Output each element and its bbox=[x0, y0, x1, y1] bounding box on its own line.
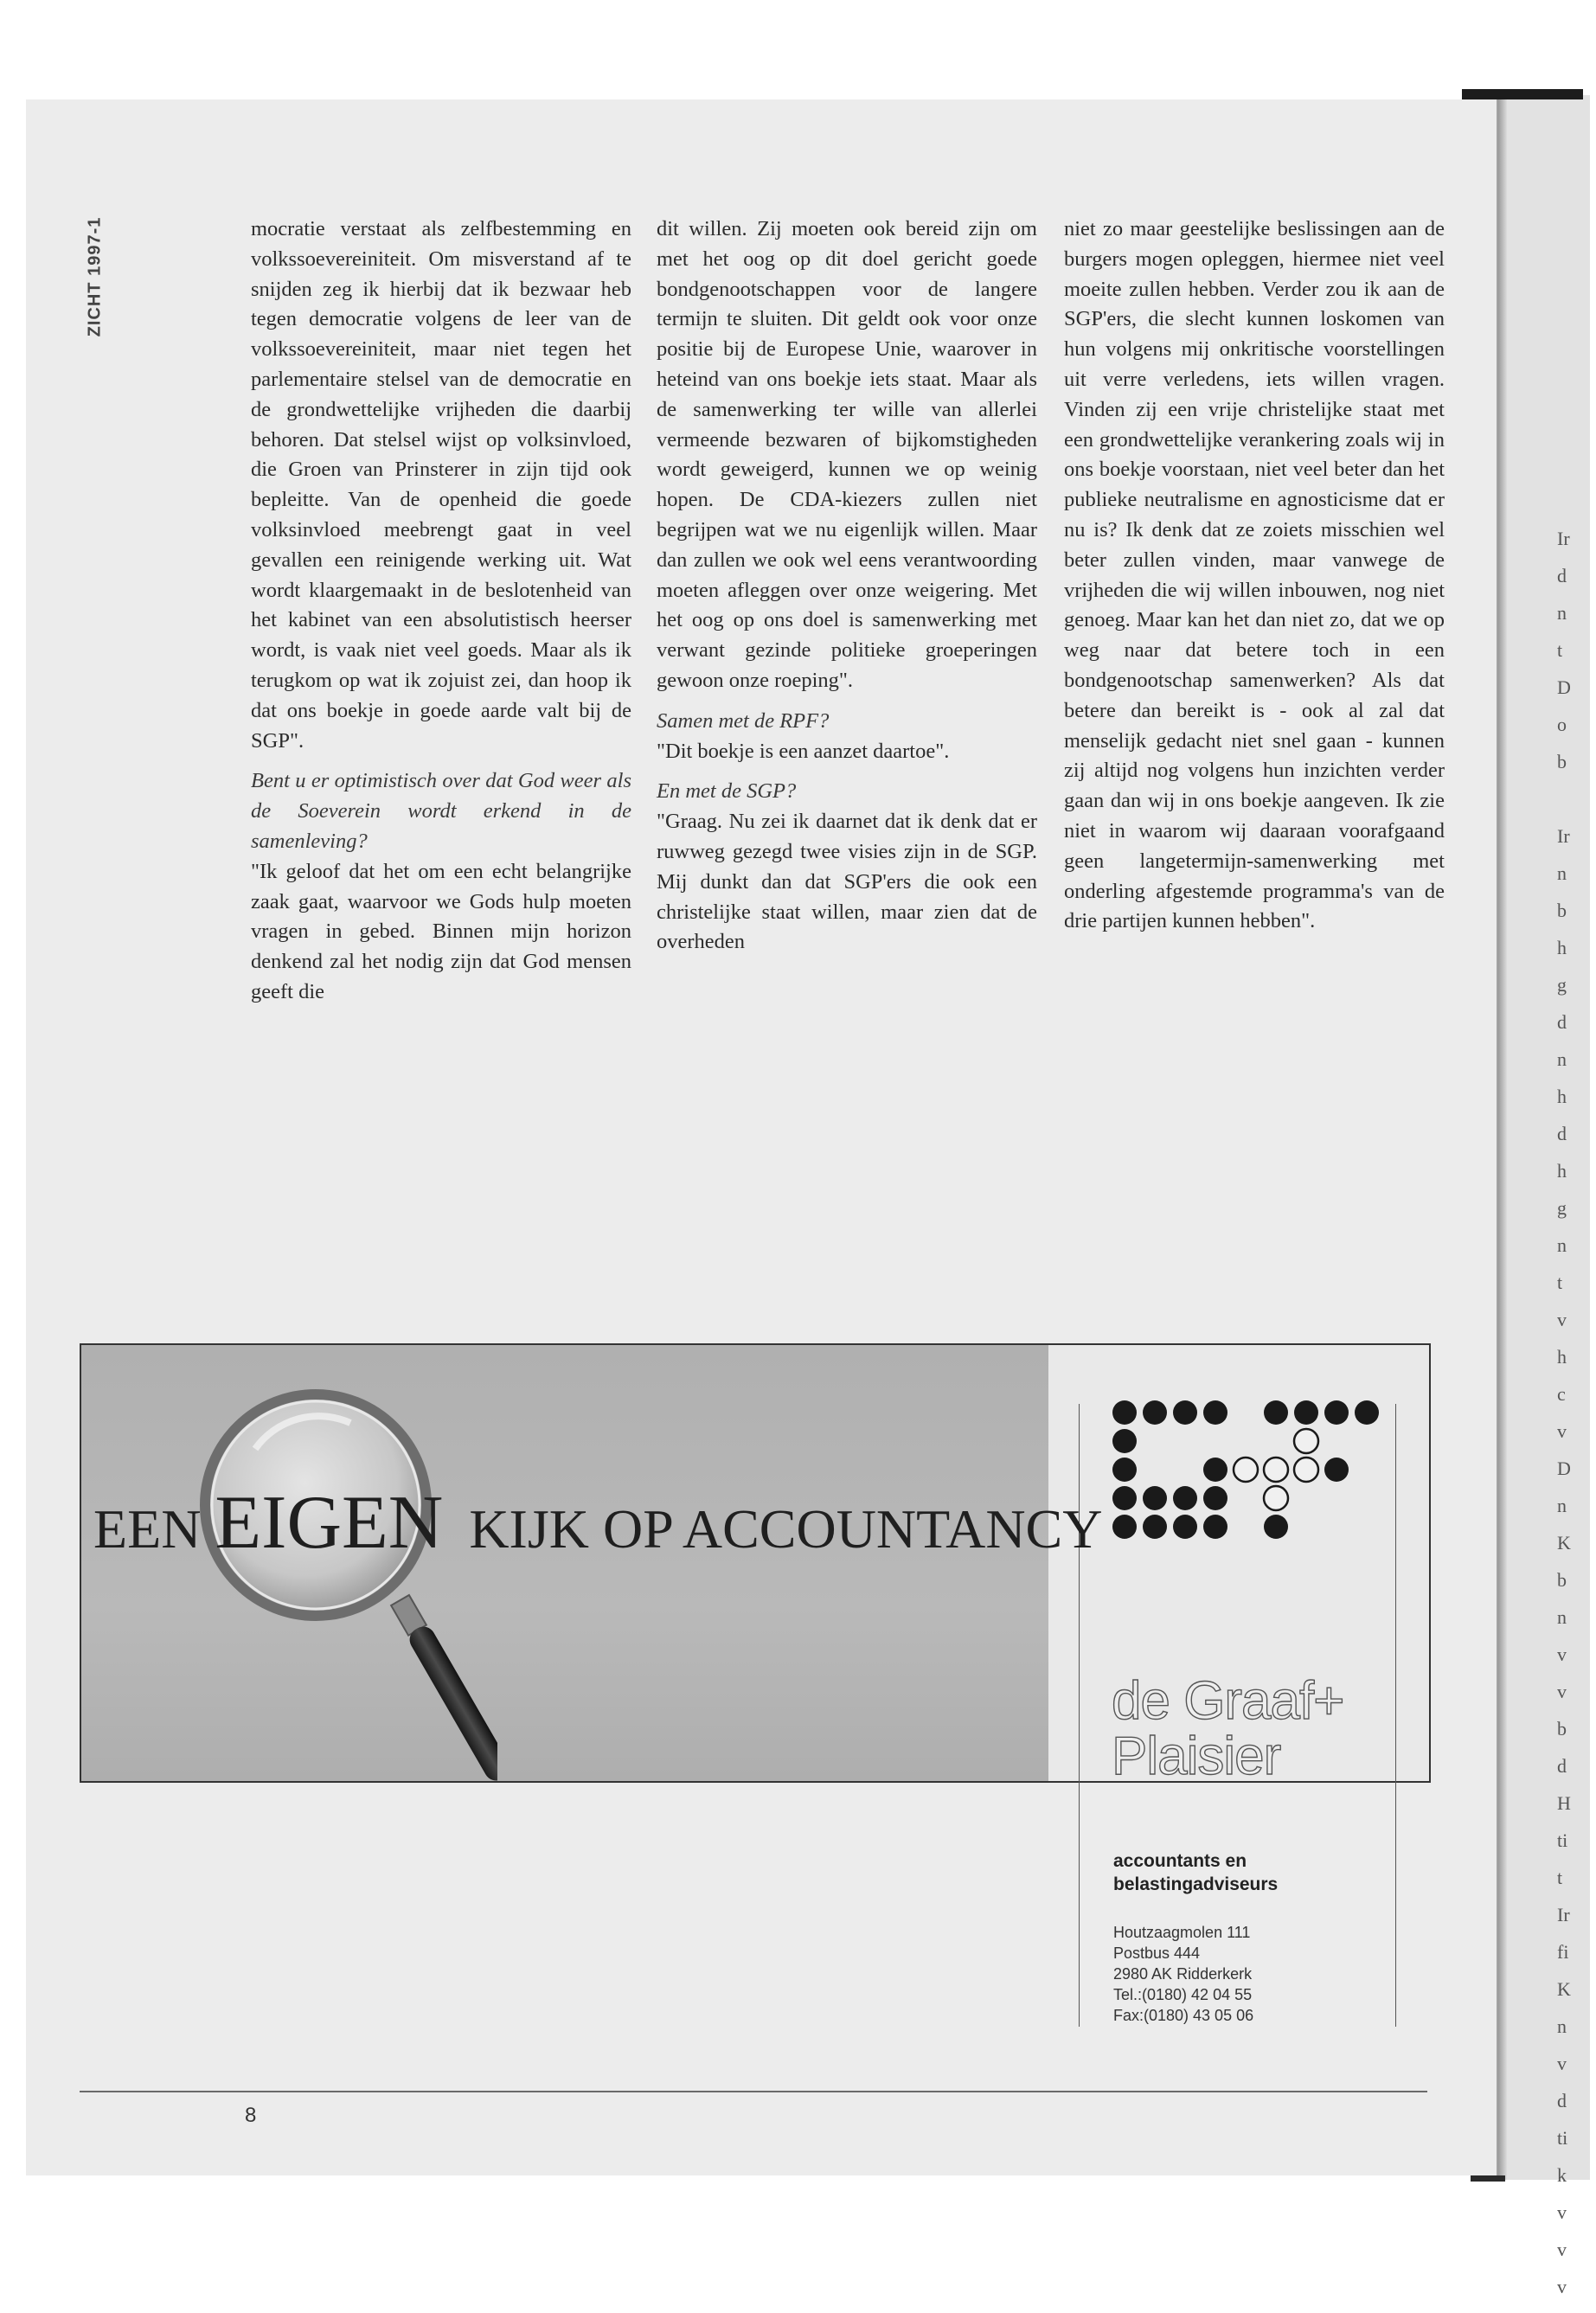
logo-dot bbox=[1173, 1486, 1197, 1510]
fragment-letter: Ir bbox=[1557, 825, 1570, 847]
fragment-letter: fi bbox=[1557, 1941, 1569, 1963]
page-number: 8 bbox=[245, 2104, 257, 2127]
footer-rule bbox=[80, 2091, 1427, 2092]
brand-name: de Graaf+ Plaisier bbox=[1112, 1671, 1344, 1786]
fragment-letter: v bbox=[1557, 2201, 1567, 2223]
fragment-letter: ti bbox=[1557, 1829, 1568, 1851]
fragment-letter: Ir bbox=[1557, 528, 1570, 549]
fragment-letter: h bbox=[1557, 937, 1567, 958]
fragment-letter: v bbox=[1557, 1643, 1567, 1665]
gp-dot-logo bbox=[1109, 1397, 1386, 1553]
spine-bottom-edge bbox=[1471, 2175, 1505, 2182]
logo-dot bbox=[1324, 1458, 1349, 1482]
logo-dot bbox=[1264, 1400, 1288, 1425]
logo-dot bbox=[1173, 1515, 1197, 1539]
paragraph: niet zo maar geestelijke beslissingen aan de burgers mogen opleggen, hiermee niet veel moeite zullen hebben. Verder zou ik aan de SGP'ers, die slecht kunnen loskomen van hun volgens mij onkritische voorstellingen uit verre verledens, iets willen vragen. Vinden zij een vrije christelijke staat met een grondwettelijke verankering zoals wij in ons boekje voorstaan, niet veel beter dan het publieke neutralisme en agnosticisme dat er nu is? Ik denk dat ze zoiets misschien wel beter zullen vinden, maar vanwege de vrijheden die wij willen inbouwen, nog niet genoeg. Maar kan het dan niet zo, dat we op weg naar dat betere toch in een bondgenootschap samenwerken? Als dat betere dan bereikt is - ook al zal dat menselijk gedacht niet snel gaan - kunnen zij altijd nog volgens hun inzichten verder gaan dan wij in ons boekje aangeven. Ik zie niet in waarom wij daaraan voorafgaand geen langetermijn-samenwerking met onderling afgestemde programma's van de drie partijen kunnen hebben". bbox=[1064, 217, 1445, 933]
fragment-letter: n bbox=[1557, 862, 1567, 884]
logo-dot bbox=[1264, 1458, 1288, 1482]
next-page-text-fragment bbox=[1557, 528, 1592, 2313]
logo-dot bbox=[1234, 1458, 1258, 1482]
fragment-letter: v bbox=[1557, 1681, 1567, 1702]
fragment-letter: t bbox=[1557, 1867, 1563, 1888]
logo-dot bbox=[1294, 1400, 1318, 1425]
fragment-letter: k bbox=[1557, 2164, 1567, 2186]
brand-tagline: accountants en belastingadviseurs bbox=[1113, 1851, 1279, 1894]
fragment-letter: v bbox=[1557, 2239, 1567, 2260]
fragment-letter: v bbox=[1557, 2276, 1567, 2297]
fragment-letter: Ir bbox=[1557, 1904, 1570, 1925]
fragment-letter: b bbox=[1557, 900, 1567, 921]
logo-dot bbox=[1112, 1429, 1137, 1453]
logo-dot bbox=[1112, 1458, 1137, 1482]
paragraph: mocratie verstaat als zelfbestemming en volkssoevereiniteit. Om misverstand af te snijden zeg ik hierbij dat ik bezwaar heb tegen democratie volgens de leer van de volkssoevereiniteit, maar niet tegen het parlementaire stelsel van de democratie en de grondwettelijke vrijheden die daarbij behoren. Dat stelsel wijst op volksinvloed, die Groen van Prinsterer in zijn tijd ook bepleitte. Van de openheid die goede volksinvloed meebrengt gaat in veel gevallen een reinigende werking uit. Wat wordt klaargemaakt in de beslotenheid van het kabinet van een absolutistisch heerser wordt, is vaak niet veel goeds. Maar als ik terugkom op wat ik zojuist zei, dan hoop ik dat ons boekje in goede aarde valt bij de SGP". bbox=[251, 217, 631, 753]
interview-answer: "Dit boekje is een aanzet daartoe". bbox=[657, 739, 950, 763]
fragment-letter: h bbox=[1557, 1346, 1567, 1368]
fragment-letter: n bbox=[1557, 2015, 1567, 2037]
fragment-letter: d bbox=[1557, 2090, 1567, 2111]
logo-dot bbox=[1143, 1486, 1167, 1510]
fragment-letter: d bbox=[1557, 1123, 1567, 1144]
fragment-letter: K bbox=[1557, 1532, 1571, 1554]
logo-dot bbox=[1112, 1515, 1137, 1539]
logo-dot bbox=[1203, 1400, 1227, 1425]
logo-dot bbox=[1355, 1400, 1379, 1425]
logo-dot bbox=[1173, 1400, 1197, 1425]
company-address: Houtzaagmolen 111 Postbus 444 2980 AK Ridderkerk Tel.:(0180) 42 04 55 Fax:(0180) 43 05 06 bbox=[1113, 1924, 1254, 2024]
fragment-letter: h bbox=[1557, 1086, 1567, 1107]
fragment-letter: g bbox=[1557, 974, 1567, 996]
logo-dot bbox=[1264, 1486, 1288, 1510]
fragment-letter: H bbox=[1557, 1792, 1571, 1814]
fragment-letter: v bbox=[1557, 2053, 1567, 2074]
logo-dot bbox=[1294, 1429, 1318, 1453]
spine-top-edge bbox=[1462, 89, 1583, 99]
fragment-letter: c bbox=[1557, 1383, 1566, 1405]
paragraph: dit willen. Zij moeten ook bereid zijn om met het oog op dit doel gericht goede bondgenootschappen voor de langere termijn te sluiten. Dit geldt ook voor onze positie bij de Europese Unie, waarover in heteind van ons boekje iets staat. Maar als de samenwerking ter wille van allerlei vermeende bezwaren of bijkomstigheden wordt geweigerd, kunnen we op weinig hopen. De CDA-kiezers zullen niet begrijpen wat we nu eigenlijk willen. Maar dan zullen we ook wel eens verantwoording moeten afleggen over onze weigering. Met het oog op ons doel is samenwerking met verwant gezinde politieke groeperingen gewoon onze roeping". bbox=[657, 217, 1037, 692]
logo-dot bbox=[1112, 1400, 1137, 1425]
fragment-letter: D bbox=[1557, 676, 1571, 698]
fragment-letter: b bbox=[1557, 751, 1567, 772]
text-column-3 bbox=[1064, 215, 1445, 937]
text-column-1 bbox=[251, 215, 631, 1008]
interview-answer: "Graag. Nu zei ik daarnet dat ik denk dat er ruwweg gezegd twee visies zijn in de SGP. Mij dunkt dan dat SGP'ers die ook een christelijke staat willen, maar zien dat de overheden bbox=[657, 810, 1037, 954]
fragment-letter: d bbox=[1557, 1011, 1567, 1033]
fragment-letter: v bbox=[1557, 1420, 1567, 1442]
fragment-letter: b bbox=[1557, 1569, 1567, 1591]
fragment-letter: ti bbox=[1557, 2127, 1568, 2149]
logo-dot bbox=[1294, 1458, 1318, 1482]
fragment-letter: v bbox=[1557, 1309, 1567, 1330]
interview-question: Bent u er optimistisch over dat God weer als de Soeverein wordt erkend in de samenleving? bbox=[251, 769, 631, 853]
logo-dot bbox=[1324, 1400, 1349, 1425]
fragment-letter: K bbox=[1557, 1978, 1571, 2000]
interview-question: Samen met de RPF? bbox=[657, 708, 830, 733]
fragment-letter: n bbox=[1557, 1495, 1567, 1516]
logo-dot bbox=[1203, 1458, 1227, 1482]
interview-answer: "Ik geloof dat het om een echt belangrijke zaak gaat, waarvoor we Gods hulp moeten vragen in gebed. Binnen mijn horizon denkend zal het nodig zijn dat God mensen geeft die bbox=[251, 859, 631, 1003]
fragment-letter: n bbox=[1557, 1234, 1567, 1256]
logo-dot bbox=[1203, 1515, 1227, 1539]
fragment-letter: b bbox=[1557, 1718, 1567, 1740]
running-head: ZICHT 1997-1 bbox=[85, 216, 105, 337]
fragment-letter: t bbox=[1557, 1272, 1563, 1293]
logo-dot bbox=[1143, 1515, 1167, 1539]
fragment-letter: n bbox=[1557, 1048, 1567, 1070]
fragment-letter: d bbox=[1557, 1755, 1567, 1777]
ad-slogan: EEN EIGEN KIJK OP ACCOUNTANCY bbox=[93, 1481, 1103, 1565]
interview-question: En met de SGP? bbox=[657, 779, 797, 804]
logo-dot bbox=[1264, 1515, 1288, 1539]
fragment-letter: h bbox=[1557, 1160, 1567, 1182]
fragment-letter: D bbox=[1557, 1458, 1571, 1479]
fragment-letter: d bbox=[1557, 565, 1567, 586]
logo-dot bbox=[1112, 1486, 1137, 1510]
fragment-letter: g bbox=[1557, 1197, 1567, 1219]
fragment-letter bbox=[1557, 788, 1592, 825]
fragment-letter: n bbox=[1557, 602, 1567, 624]
logo-dot bbox=[1203, 1486, 1227, 1510]
fragment-letter: n bbox=[1557, 1606, 1567, 1628]
magnifying-glass-icon bbox=[186, 1375, 497, 1782]
fragment-letter: t bbox=[1557, 639, 1563, 661]
text-column-2 bbox=[657, 215, 1037, 958]
logo-dot bbox=[1143, 1400, 1167, 1425]
fragment-letter: o bbox=[1557, 714, 1567, 735]
